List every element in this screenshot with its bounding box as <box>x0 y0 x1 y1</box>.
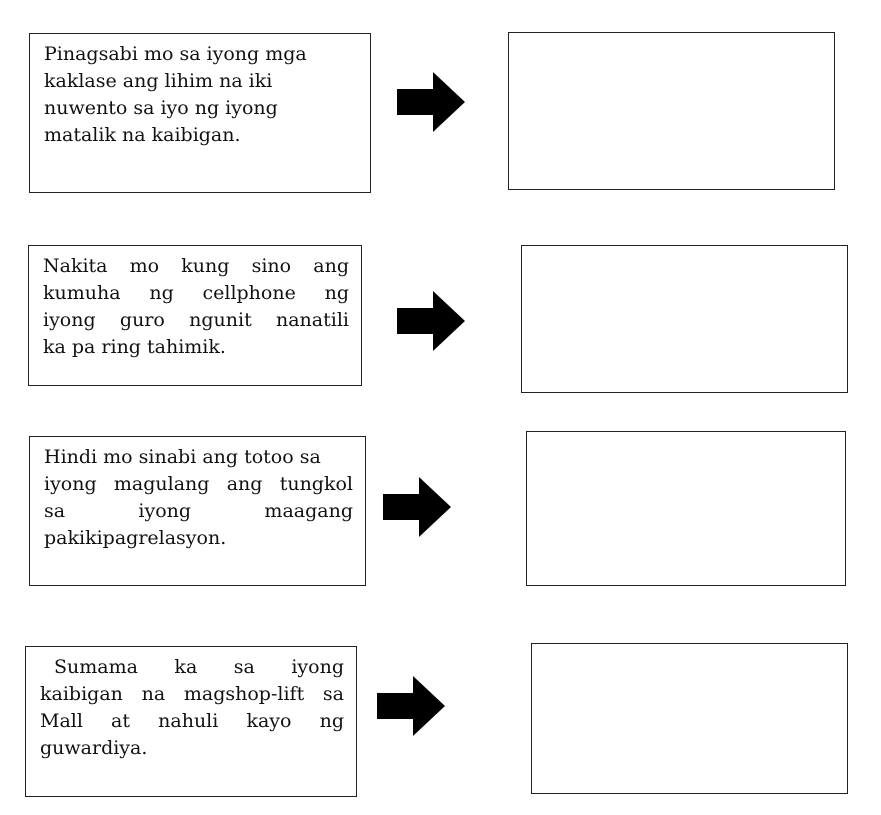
scenario-2-line-1: Nakita mo kung sino ang <box>43 255 349 277</box>
scenario-2-line-2: kumuha ng cellphone ng <box>43 282 349 304</box>
scenario-1-line-3: nuwento sa iyo ng iyong <box>44 97 278 119</box>
answer-box-2[interactable] <box>521 245 848 393</box>
scenario-1-line-4: matalik na kaibigan. <box>44 124 241 146</box>
scenario-3-line-2: iyong magulang ang tungkol <box>44 473 353 495</box>
scenario-1-line-1: Pinagsabi mo sa iyong mga <box>44 43 307 65</box>
scenario-3-line-1: Hindi mo sinabi ang totoo sa <box>44 446 321 468</box>
scenario-2-line-3: iyong guro ngunit nanatili <box>43 309 349 331</box>
scenario-4-line-3: Mall at nahuli kayo ng <box>40 710 344 732</box>
scenario-2-line-4: ka pa ring tahimik. <box>43 336 226 358</box>
answer-box-3[interactable] <box>526 431 846 586</box>
right-arrow-icon <box>397 72 465 132</box>
scenario-4-line-4: guwardiya. <box>40 737 148 759</box>
answer-box-4[interactable] <box>531 643 848 794</box>
scenario-4-line-2: kaibigan na magshop-lift sa <box>40 683 344 705</box>
right-arrow-icon <box>383 477 451 537</box>
scenario-box-3 <box>29 436 366 586</box>
right-arrow-icon <box>397 291 465 351</box>
answer-box-1[interactable] <box>508 32 835 190</box>
right-arrow-icon <box>377 676 445 736</box>
scenario-box-4 <box>25 646 357 797</box>
scenario-box-1 <box>29 33 371 193</box>
scenario-1-line-2: kaklase ang lihim na iki <box>44 70 273 92</box>
scenario-3-line-3: sa iyong maagang <box>44 500 353 522</box>
scenario-4-line-1: Sumama ka sa iyong <box>54 656 344 678</box>
scenario-3-line-4: pakikipagrelasyon. <box>44 527 227 549</box>
scenario-box-2 <box>28 245 362 386</box>
